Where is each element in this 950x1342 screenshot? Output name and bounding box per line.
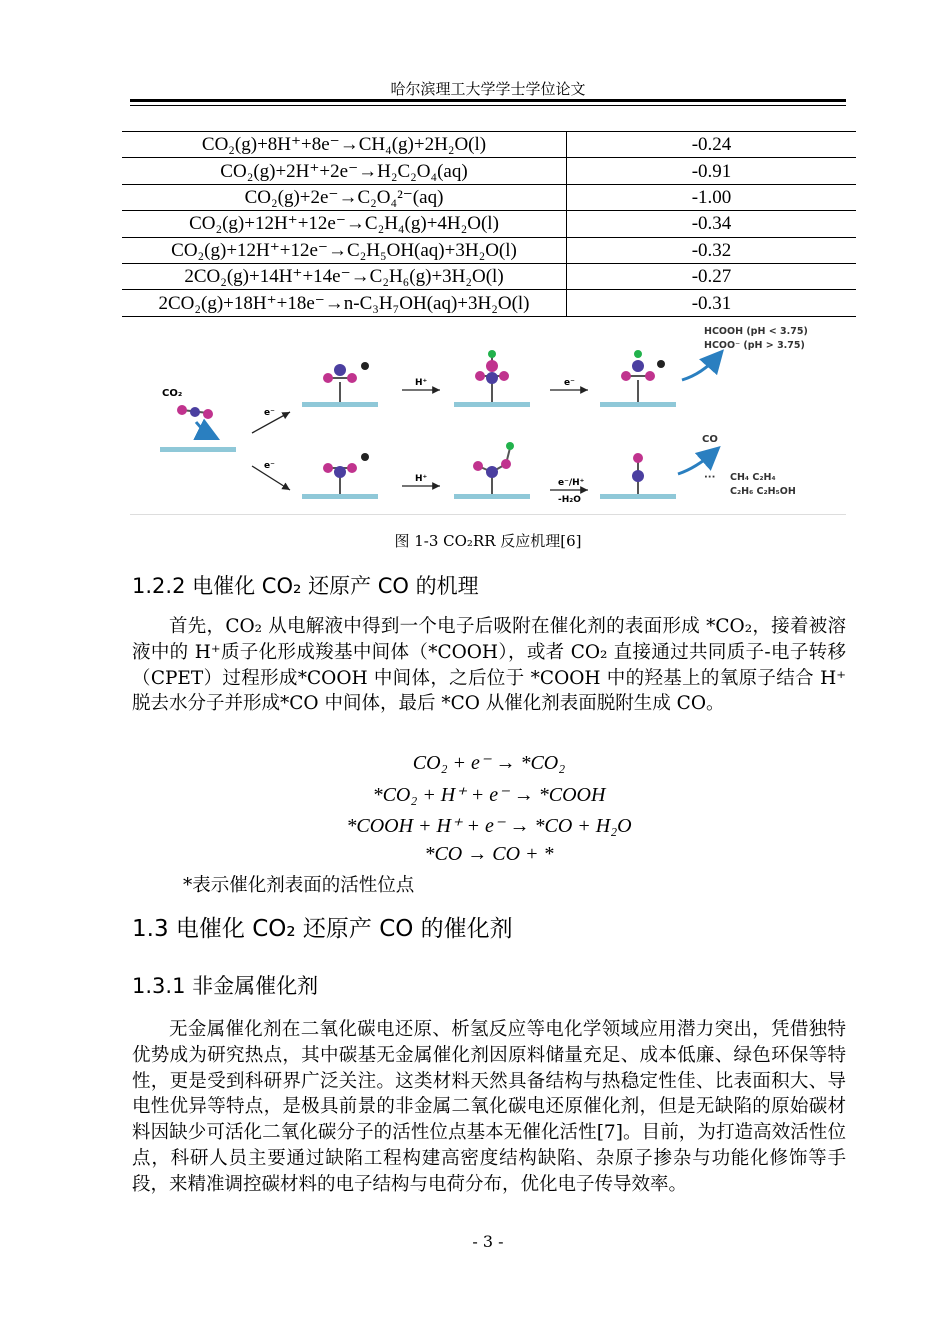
top-intermediate-2 bbox=[454, 350, 530, 407]
reaction-cell: CO₂(g)+12H⁺+12e⁻→C₂H₄(g)+4H₂O(l) bbox=[122, 211, 567, 237]
svg-text:CH₄ C₂H₄: CH₄ C₂H₄ bbox=[730, 472, 776, 483]
paragraph-nonmetal bbox=[132, 1017, 846, 1198]
paragraph-mechanism bbox=[132, 614, 846, 717]
co2-molecule bbox=[177, 405, 213, 419]
svg-text:H⁺: H⁺ bbox=[415, 474, 428, 484]
potential-cell: -0.91 bbox=[567, 158, 857, 184]
mechanism-diagram bbox=[130, 318, 846, 514]
top-intermediate-1 bbox=[302, 362, 378, 407]
reaction-cell: CO₂(g)+8H⁺+8e⁻→CH₄(g)+2H₂O(l) bbox=[122, 132, 567, 158]
potential-cell: -0.24 bbox=[567, 132, 857, 158]
page-number: - 3 - bbox=[472, 1232, 504, 1251]
table-row bbox=[122, 263, 856, 289]
svg-text:H⁺: H⁺ bbox=[415, 378, 428, 388]
reaction-cell: 2CO₂(g)+14H⁺+14e⁻→C₂H₆(g)+3H₂O(l) bbox=[122, 263, 567, 289]
table-row bbox=[122, 211, 856, 237]
reaction-cell: CO₂(g)+12H⁺+12e⁻→C₂H₅OH(aq)+3H₂O(l) bbox=[122, 237, 567, 263]
equation-4: *CO → CO + * bbox=[424, 843, 554, 865]
adsorb-arrow bbox=[196, 422, 212, 436]
potential-cell: -0.31 bbox=[567, 290, 857, 316]
bottom-intermediate-3 bbox=[600, 453, 676, 499]
reaction-cell: 2CO₂(g)+18H⁺+18e⁻→n-C₃H₇OH(aq)+3H₂O(l) bbox=[122, 290, 567, 316]
svg-text:CO: CO bbox=[702, 434, 718, 445]
co2-label: CO₂ bbox=[162, 388, 183, 399]
reaction-potential-table bbox=[122, 131, 856, 317]
reaction-cell: CO₂(g)+2e⁻→C₂O₄²⁻(aq) bbox=[122, 184, 567, 210]
equation-1: CO₂ + e⁻ → *CO₂ bbox=[412, 752, 566, 774]
svg-text:e⁻: e⁻ bbox=[564, 378, 575, 388]
reaction-cell: CO₂(g)+2H⁺+2e⁻→H₂C₂O₄(aq) bbox=[122, 158, 567, 184]
section-heading-1-3: 1.3 电催化 CO₂ 还原产 CO 的催化剂 bbox=[132, 916, 513, 942]
svg-text:HCOO⁻ (pH > 3.75): HCOO⁻ (pH > 3.75) bbox=[704, 340, 805, 351]
bottom-intermediate-2 bbox=[454, 442, 530, 499]
surface bbox=[160, 447, 236, 452]
equation-2: *CO₂ + H⁺ + e⁻ → *COOH bbox=[372, 784, 606, 806]
paragraph-text: 无金属催化剂在二氧化碳电还原、析氢反应等电化学领域应用潜力突出，凭借独特优势成为研究热点，其中碳基无金属催化剂因原料储量充足、成本低廉、绿色环保等特性，更是受到科研界广泛关注。这类材料天然具备结构与热稳定性佳、比表面积大、导电性优异等特点，是极具前景的非金属二氧化碳电还原催化剂，但是无缺陷的原始碳材料因缺少可活化二氧化碳分子的活性位点基本无催化活性[7]。目前，为打造高效活性位点，科研人员主要通过缺陷工程构建高密度结构缺陷、杂原子掺杂与功能化修饰等手段，来精准调控碳材料的电子结构与电荷分布，优化电子传导效率。 bbox=[132, 1019, 846, 1195]
svg-text:e⁻: e⁻ bbox=[264, 461, 275, 471]
page-header: 哈尔滨理工大学学士学位论文 bbox=[390, 80, 586, 98]
top-intermediate-3 bbox=[600, 350, 676, 407]
potential-cell: -0.32 bbox=[567, 237, 857, 263]
header-rule-thin bbox=[130, 105, 846, 106]
co2rr-mechanism-figure bbox=[130, 318, 846, 515]
section-heading-1-3-1: 1.3.1 非金属催化剂 bbox=[132, 974, 319, 998]
active-site-note: *表示催化剂表面的活性位点 bbox=[183, 875, 415, 896]
svg-text:-H₂O: -H₂O bbox=[558, 495, 581, 505]
table-row bbox=[122, 184, 856, 210]
svg-text:e⁻: e⁻ bbox=[264, 408, 275, 418]
potential-cell: -0.34 bbox=[567, 211, 857, 237]
figure-caption: 图 1-3 CO₂RR 反应机理[6] bbox=[394, 532, 582, 550]
bottom-intermediate-1 bbox=[302, 453, 378, 499]
paragraph-text: 首先，CO₂ 从电解液中得到一个电子后吸附在催化剂的表面形成 *CO₂，接着被溶液中的 H⁺质子化形成羧基中间体（*COOH），或者 CO₂ 直接通过共同质子-电子转移（CPET）过程形成*COOH 中间体，之后位于 *COOH 中的羟基上的氧原子结合 H⁺脱去水分子并形成*CO 中间体，最后 *CO 从催化剂表面脱附生成 CO。 bbox=[132, 616, 846, 715]
table-row bbox=[122, 237, 856, 263]
potential-cell: -1.00 bbox=[567, 184, 857, 210]
table-row bbox=[122, 158, 856, 184]
svg-text:HCOOH (pH < 3.75): HCOOH (pH < 3.75) bbox=[704, 326, 808, 337]
section-heading-1-2-2: 1.2.2 电催化 CO₂ 还原产 CO 的机理 bbox=[132, 574, 479, 598]
table-row bbox=[122, 290, 856, 316]
table-row bbox=[122, 132, 856, 158]
equation-3: *COOH + H⁺ + e⁻ → *CO + H₂O bbox=[346, 815, 632, 837]
header-rule-thick bbox=[130, 99, 846, 102]
potential-cell: -0.27 bbox=[567, 263, 857, 289]
svg-text:···: ··· bbox=[704, 472, 716, 483]
svg-text:C₂H₆ C₂H₅OH: C₂H₆ C₂H₅OH bbox=[730, 486, 796, 497]
svg-text:e⁻/H⁺: e⁻/H⁺ bbox=[558, 478, 585, 488]
